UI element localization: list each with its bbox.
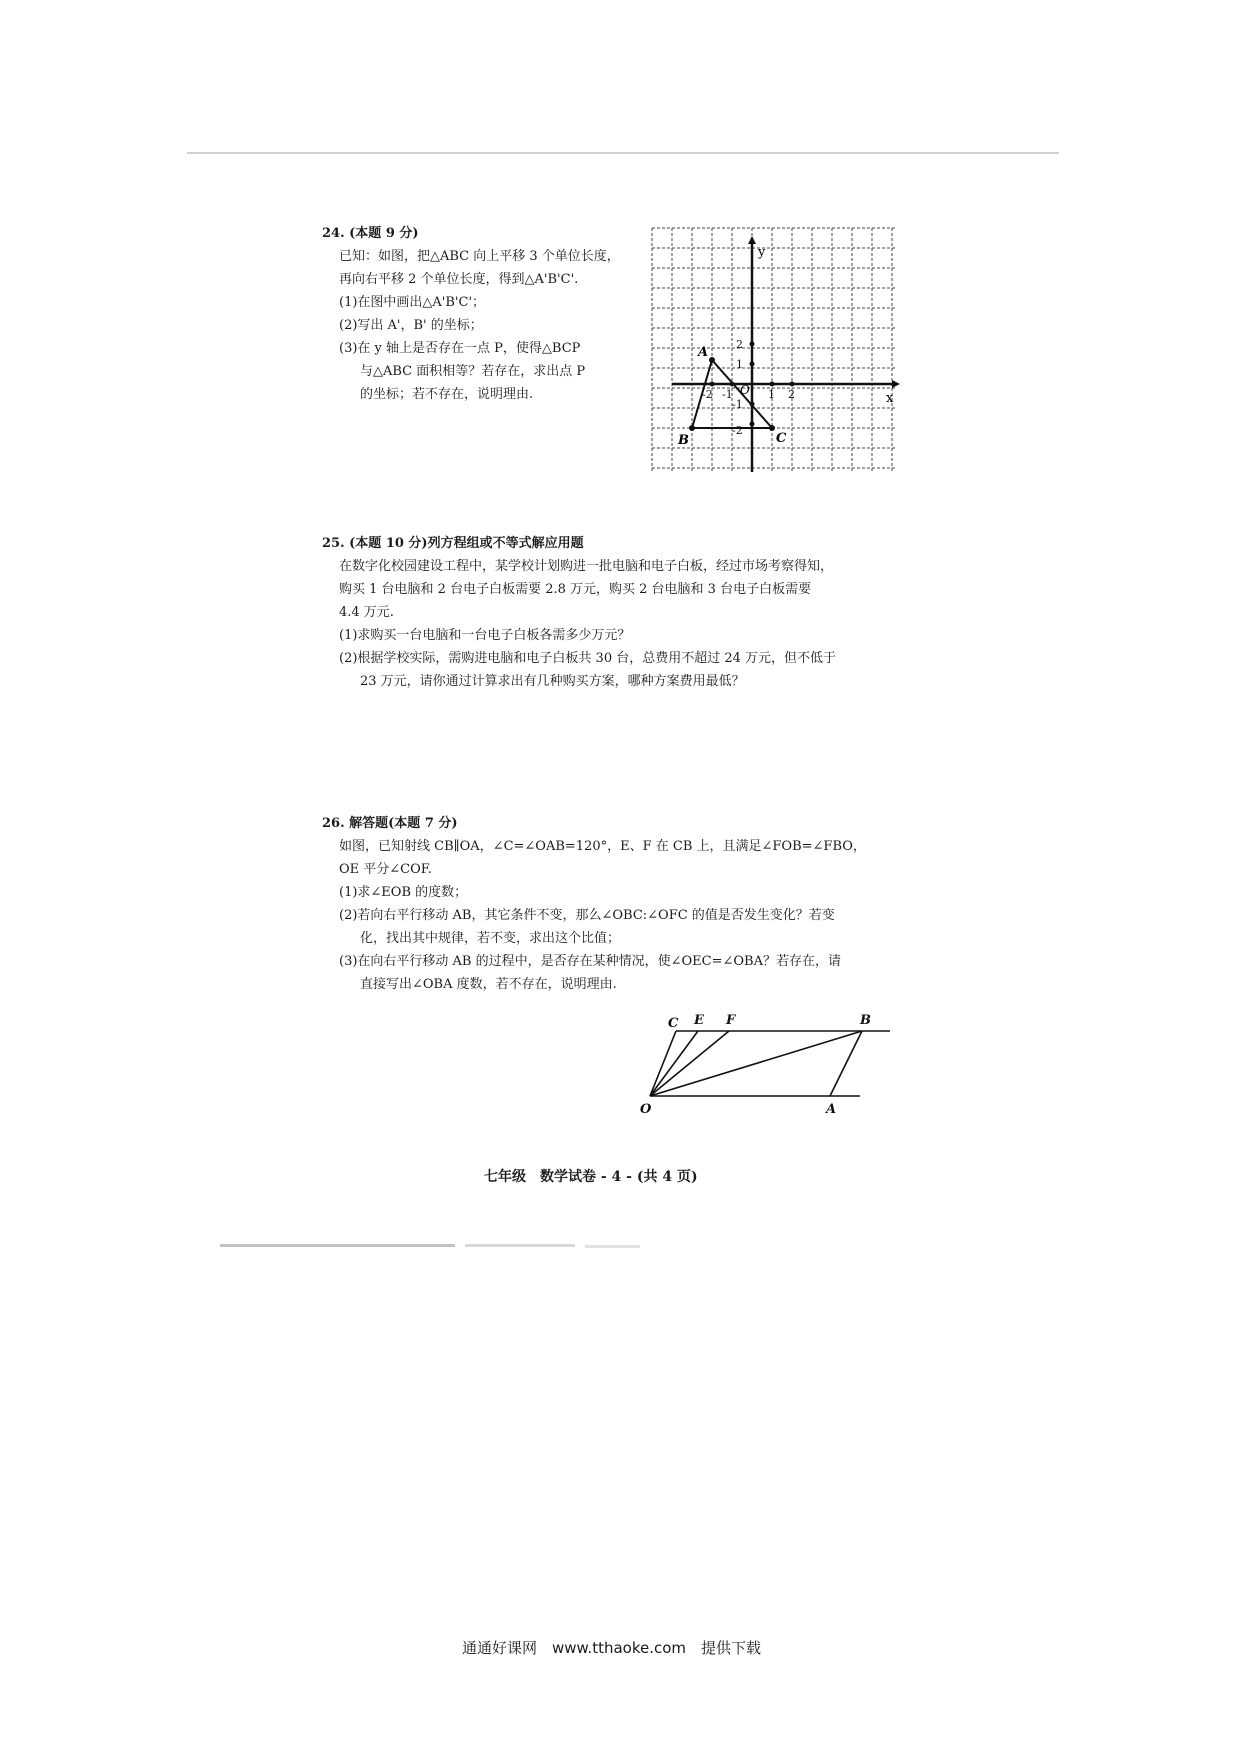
tick-label: 1 <box>736 358 743 371</box>
scan-smudge <box>220 1244 455 1247</box>
question-26 <box>322 812 922 996</box>
segment-ab <box>830 1031 862 1096</box>
segment-of <box>650 1031 729 1096</box>
question-24-line: 已知：如图，把△ABC 向上平移 3 个单位长度， <box>339 249 620 264</box>
question-26-line: 化，找出其中规律，若不变，求出这个比值； <box>360 931 621 946</box>
question-26-line: (2)若向右平行移动 AB，其它条件不变，那么∠OBC:∠OFC 的值是否发生变化？若变 <box>339 908 835 923</box>
question-25-title: 25. (本题 10 分)列方程组或不等式解应用题 <box>322 536 584 551</box>
y-axis-label: y <box>758 245 766 260</box>
label-c: C <box>668 1016 679 1031</box>
question-24-line: 的坐标；若不存在，说明理由. <box>360 387 534 402</box>
x-axis-label: x <box>886 391 894 406</box>
question-26-title: 26. 解答题(本题 7 分) <box>322 816 458 831</box>
tick-label: 2 <box>788 388 795 401</box>
point-b <box>689 425 695 431</box>
point-c-label: C <box>776 431 787 446</box>
question-26-line: (1)求∠EOB 的度数； <box>339 885 468 900</box>
question-25-line: (1)求购买一台电脑和一台电子白板各需多少万元？ <box>339 628 631 643</box>
question-26-line: 如图，已知射线 CB∥OA，∠C=∠OAB=120°，E、F 在 CB 上，且满足∠FOB=∠FBO， <box>339 839 866 854</box>
question-24-line: (2)写出 A'，B' 的坐标； <box>339 318 483 333</box>
label-f: F <box>726 1013 736 1028</box>
question-24-line: (1)在图中画出△A'B'C'； <box>339 295 486 310</box>
y-axis-arrow <box>748 236 756 244</box>
question-26-line: (3)在向右平行移动 AB 的过程中，是否存在某种情况，使∠OEC=∠OBA？若存在，请 <box>339 954 841 969</box>
question-25-line: 23 万元，请你通过计算求出有几种购买方案，哪种方案费用最低？ <box>360 674 745 689</box>
source-credit: 通通好课网 www.tthaoke.com 提供下载 <box>462 1639 762 1657</box>
tick-label: -2 <box>732 424 743 437</box>
scan-smudge <box>465 1244 575 1247</box>
label-b: B <box>860 1013 871 1028</box>
question-25-line: 在数字化校园建设工程中，某学校计划购进一批电脑和电子白板，经过市场考察得知， <box>339 559 834 574</box>
tick-label: 1 <box>768 388 775 401</box>
label-a: A <box>826 1102 837 1117</box>
point-a-label: A <box>698 345 709 360</box>
page-footer: 七年级 数学试卷 - 4 - (共 4 页) <box>484 1169 698 1185</box>
question-24-line: 与△ABC 面积相等？若存在，求出点 P <box>360 364 586 379</box>
point-b-label: B <box>678 433 689 448</box>
tick-label: -1 <box>722 388 733 401</box>
question-24 <box>322 222 652 406</box>
tick-label: -2 <box>702 388 713 401</box>
segment-oe <box>650 1031 698 1096</box>
coordinate-grid-figure <box>648 224 900 476</box>
label-e: E <box>694 1013 704 1028</box>
question-25-line: (2)根据学校实际，需购进电脑和电子白板共 30 台，总费用不超过 24 万元，但不低于 <box>339 651 837 666</box>
question-26-line: 直接写出∠OBA 度数，若不存在，说明理由. <box>360 977 617 992</box>
label-o: O <box>640 1102 652 1117</box>
point-c <box>769 425 775 431</box>
tick-label: 2 <box>736 338 743 351</box>
question-26-line: OE 平分∠COF. <box>339 862 432 877</box>
tick-label: -1 <box>732 398 743 411</box>
top-rule <box>187 152 1059 154</box>
question-25 <box>322 532 922 693</box>
point-a <box>709 357 715 363</box>
parallel-rays-figure <box>628 1010 908 1120</box>
question-24-line: 再向右平移 2 个单位长度，得到△A'B'C'. <box>339 272 579 287</box>
x-axis-arrow <box>892 380 900 388</box>
scan-smudge <box>585 1245 640 1248</box>
question-24-title: 24. (本题 9 分) <box>322 226 419 241</box>
origin-label: O <box>740 383 750 397</box>
segment-ob <box>650 1031 862 1096</box>
question-24-line: (3)在 y 轴上是否存在一点 P，使得△BCP <box>339 341 581 356</box>
question-25-line: 4.4 万元. <box>339 605 394 620</box>
question-25-line: 购买 1 台电脑和 2 台电子白板需要 2.8 万元，购买 2 台电脑和 3 台电子白板需要 <box>339 582 812 597</box>
